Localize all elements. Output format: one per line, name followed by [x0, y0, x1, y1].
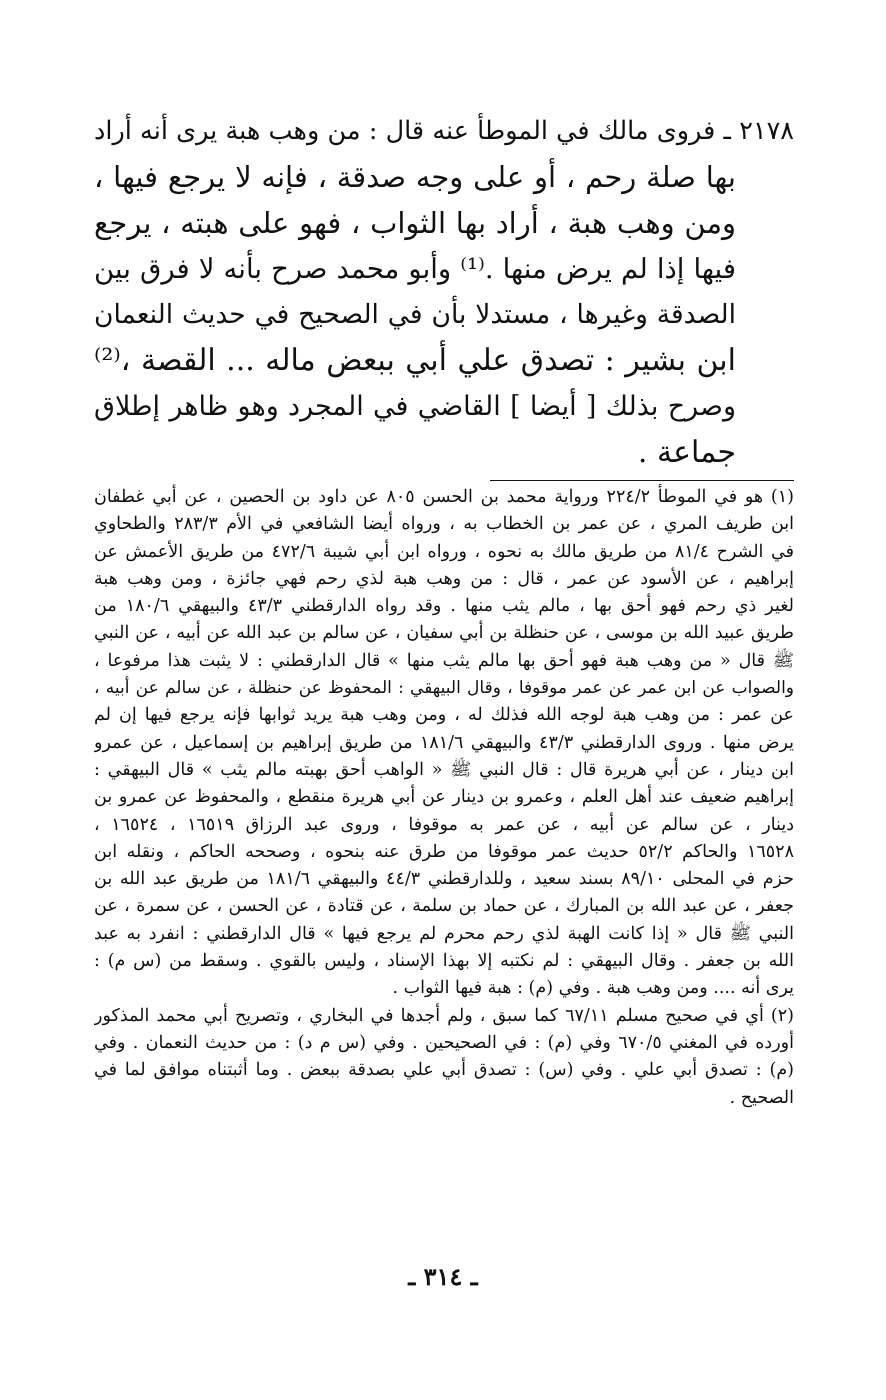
main-text-line: وصرح بذلك [ أيضا ] القاضي في المجرد وهو ظاهر إطلاق [94, 391, 736, 422]
footnote-line: يرض منها . وروى الدارقطني ٤٣/٣ والبيهقي ١٨١/٦ من طريق إبراهيم بن إسماعيل ، عن عمرو [94, 732, 794, 753]
footnote-line: دينار ، عن سالم عن أبيه ، عن عمر به موقوفا ، وروى عبد الرزاق ١٦٥١٩ ، ١٦٥٢٤ ، [94, 814, 794, 835]
footnote-line: إبراهيم ضعيف عند أهل العلم ، وعمرو بن دينار عن أبي هريرة منقطع ، والمحفوظ عن عمرو بن [94, 787, 794, 808]
footnote-line: حزم في المحلى ٨٩/١٠ بسند سعيد ، وللدارقطني ٤٤/٣ والبيهقي ١٨١/٦ من طريق عبد الله بن [94, 869, 794, 890]
main-text-line: ابن بشير : تصدق علي أبي ببعض ماله ... القصة ،⁽²⁾ [94, 343, 736, 378]
main-text-line: ومن وهب هبة ، أراد بها الثواب ، فهو على هبته ، يرجع [94, 206, 736, 240]
footnote-line: الله بن جعفر . وقال البيهقي : لم نكتبه إلا بهذا الإسناد ، وليس بالقوي . وسقط من (س م) : [94, 951, 794, 972]
footnote-line: (١) هو في الموطأ ٢٢٤/٢ ورواية محمد بن الحسن ٨٠٥ عن داود بن الحصين ، عن أبي غطفان [94, 487, 794, 507]
footnote-line: ابن طريف المري ، عن عمر بن الخطاب به ، ورواه أيضا الشافعي في الأم ٢٨٣/٣ والطحاوي [94, 514, 794, 535]
footnote-line: عن عمر : من وهب هبة لوجه الله فذلك له ، ومن وهب هبة يريد ثوابها فإنه يرجع فيها إن لم [94, 705, 794, 726]
footnote-line: إبراهيم ، عن الأسود عن عمر ، قال : من وهب هبة لذي رحم فهي جائزة ، ومن وهب هبة [94, 568, 794, 589]
footnote-line: في الشرح ٨١/٤ من طريق مالك به نحوه ، ورواه ابن أبي شيبة ٤٧٢/٦ من طريق الأعمش عن [94, 541, 794, 562]
footnote-line: والصواب عن ابن عمر عن عمر موقوفا ، وقال البيهقي : المحفوظ عن حنظلة ، عن سالم عن أبيه ، [94, 678, 794, 699]
main-text-line: الصدقة وغيرها ، مستدلا بأن في الصحيح في حديث النعمان [94, 299, 736, 330]
footnote-line: يرى أنه .... ومن وهب هبة . وفي (م) : هبة فيها الثواب . [392, 978, 794, 999]
footnote-line: (م) : تصدق أبي علي . وفي (س) : تصدق أبي علي بصدقة ببعض . وما أثبتناه موافق لما في [94, 1060, 794, 1081]
page-number: ـ ٣١٤ ـ [408, 1262, 478, 1291]
footnote-line: جعفر ، عن عبد الله بن المبارك ، عن حماد بن سلمة ، عن قتادة ، عن الحسن ، عن سمرة ، عن [94, 896, 794, 917]
footnote-line: النبي ﷺ قال « إذا كانت الهبة لذي رحم محرم لم يرجع فيها » قال الدارقطني : انفرد به عبد [94, 923, 794, 944]
footnote-line: ١٦٥٢٨ والحاكم ٥٢/٢ حديث عمر موقوفا من طرق عنه بنحوه ، وصححه الحاكم ، ونقله ابن [94, 841, 794, 862]
footnotes-block [94, 484, 794, 1112]
main-text-line: بها صلة رحم ، أو على وجه صدقة ، فإنه لا يرجع فيها ، [94, 160, 736, 194]
main-text-block [94, 108, 794, 476]
main-text-line: فيها إذا لم يرض منها .⁽¹⁾ وأبو محمد صرح بأنه لا فرق بين [94, 253, 736, 285]
footnote-line: الصحيح . [729, 1087, 794, 1108]
footnote-1 [94, 484, 794, 1003]
footnote-line: لغير ذي رحم فهو أحق بها ، مالم يثب منها . وقد رواه الدارقطني ٤٣/٣ والبيهقي ١٨٠/٦ من [94, 596, 794, 617]
footnote-line: طريق عبيد الله بن موسى ، عن حنظلة بن أبي سفيان ، عن سالم بن عبد الله عن أبيه ، عن النبي [94, 623, 794, 644]
main-text-line: جماعة . [637, 435, 736, 470]
footnote-2 [94, 1003, 794, 1112]
footnote-line: ابن دينار ، عن أبي هريرة قال : قال النبي ﷺ « الواهب أحق بهبته مالم يثب » قال البيهقي : [94, 759, 794, 780]
footnote-line: أورده في المغني ٦٧٠/٥ وفي (م) : في الصحيحين . وفي (س م د) : من حديث النعمان . وفي [94, 1032, 794, 1053]
main-text-line: ٢١٧٨ ـ فروى مالك في الموطأ عنه قال : من وهب هبة يرى أنه أراد [94, 116, 794, 146]
footnote-line: ﷺ قال « من وهب هبة فهو أحق بها مالم يثب منها » قال الدارقطني : لا يثبت هذا مرفوعا ، [94, 650, 794, 671]
footnote-line: (٢) أي في صحيح مسلم ٦٧/١١ كما سبق ، ولم أجدها في البخاري ، وتصريح أبي محمد المذكور [94, 1005, 794, 1026]
footnote-separator [490, 480, 794, 481]
